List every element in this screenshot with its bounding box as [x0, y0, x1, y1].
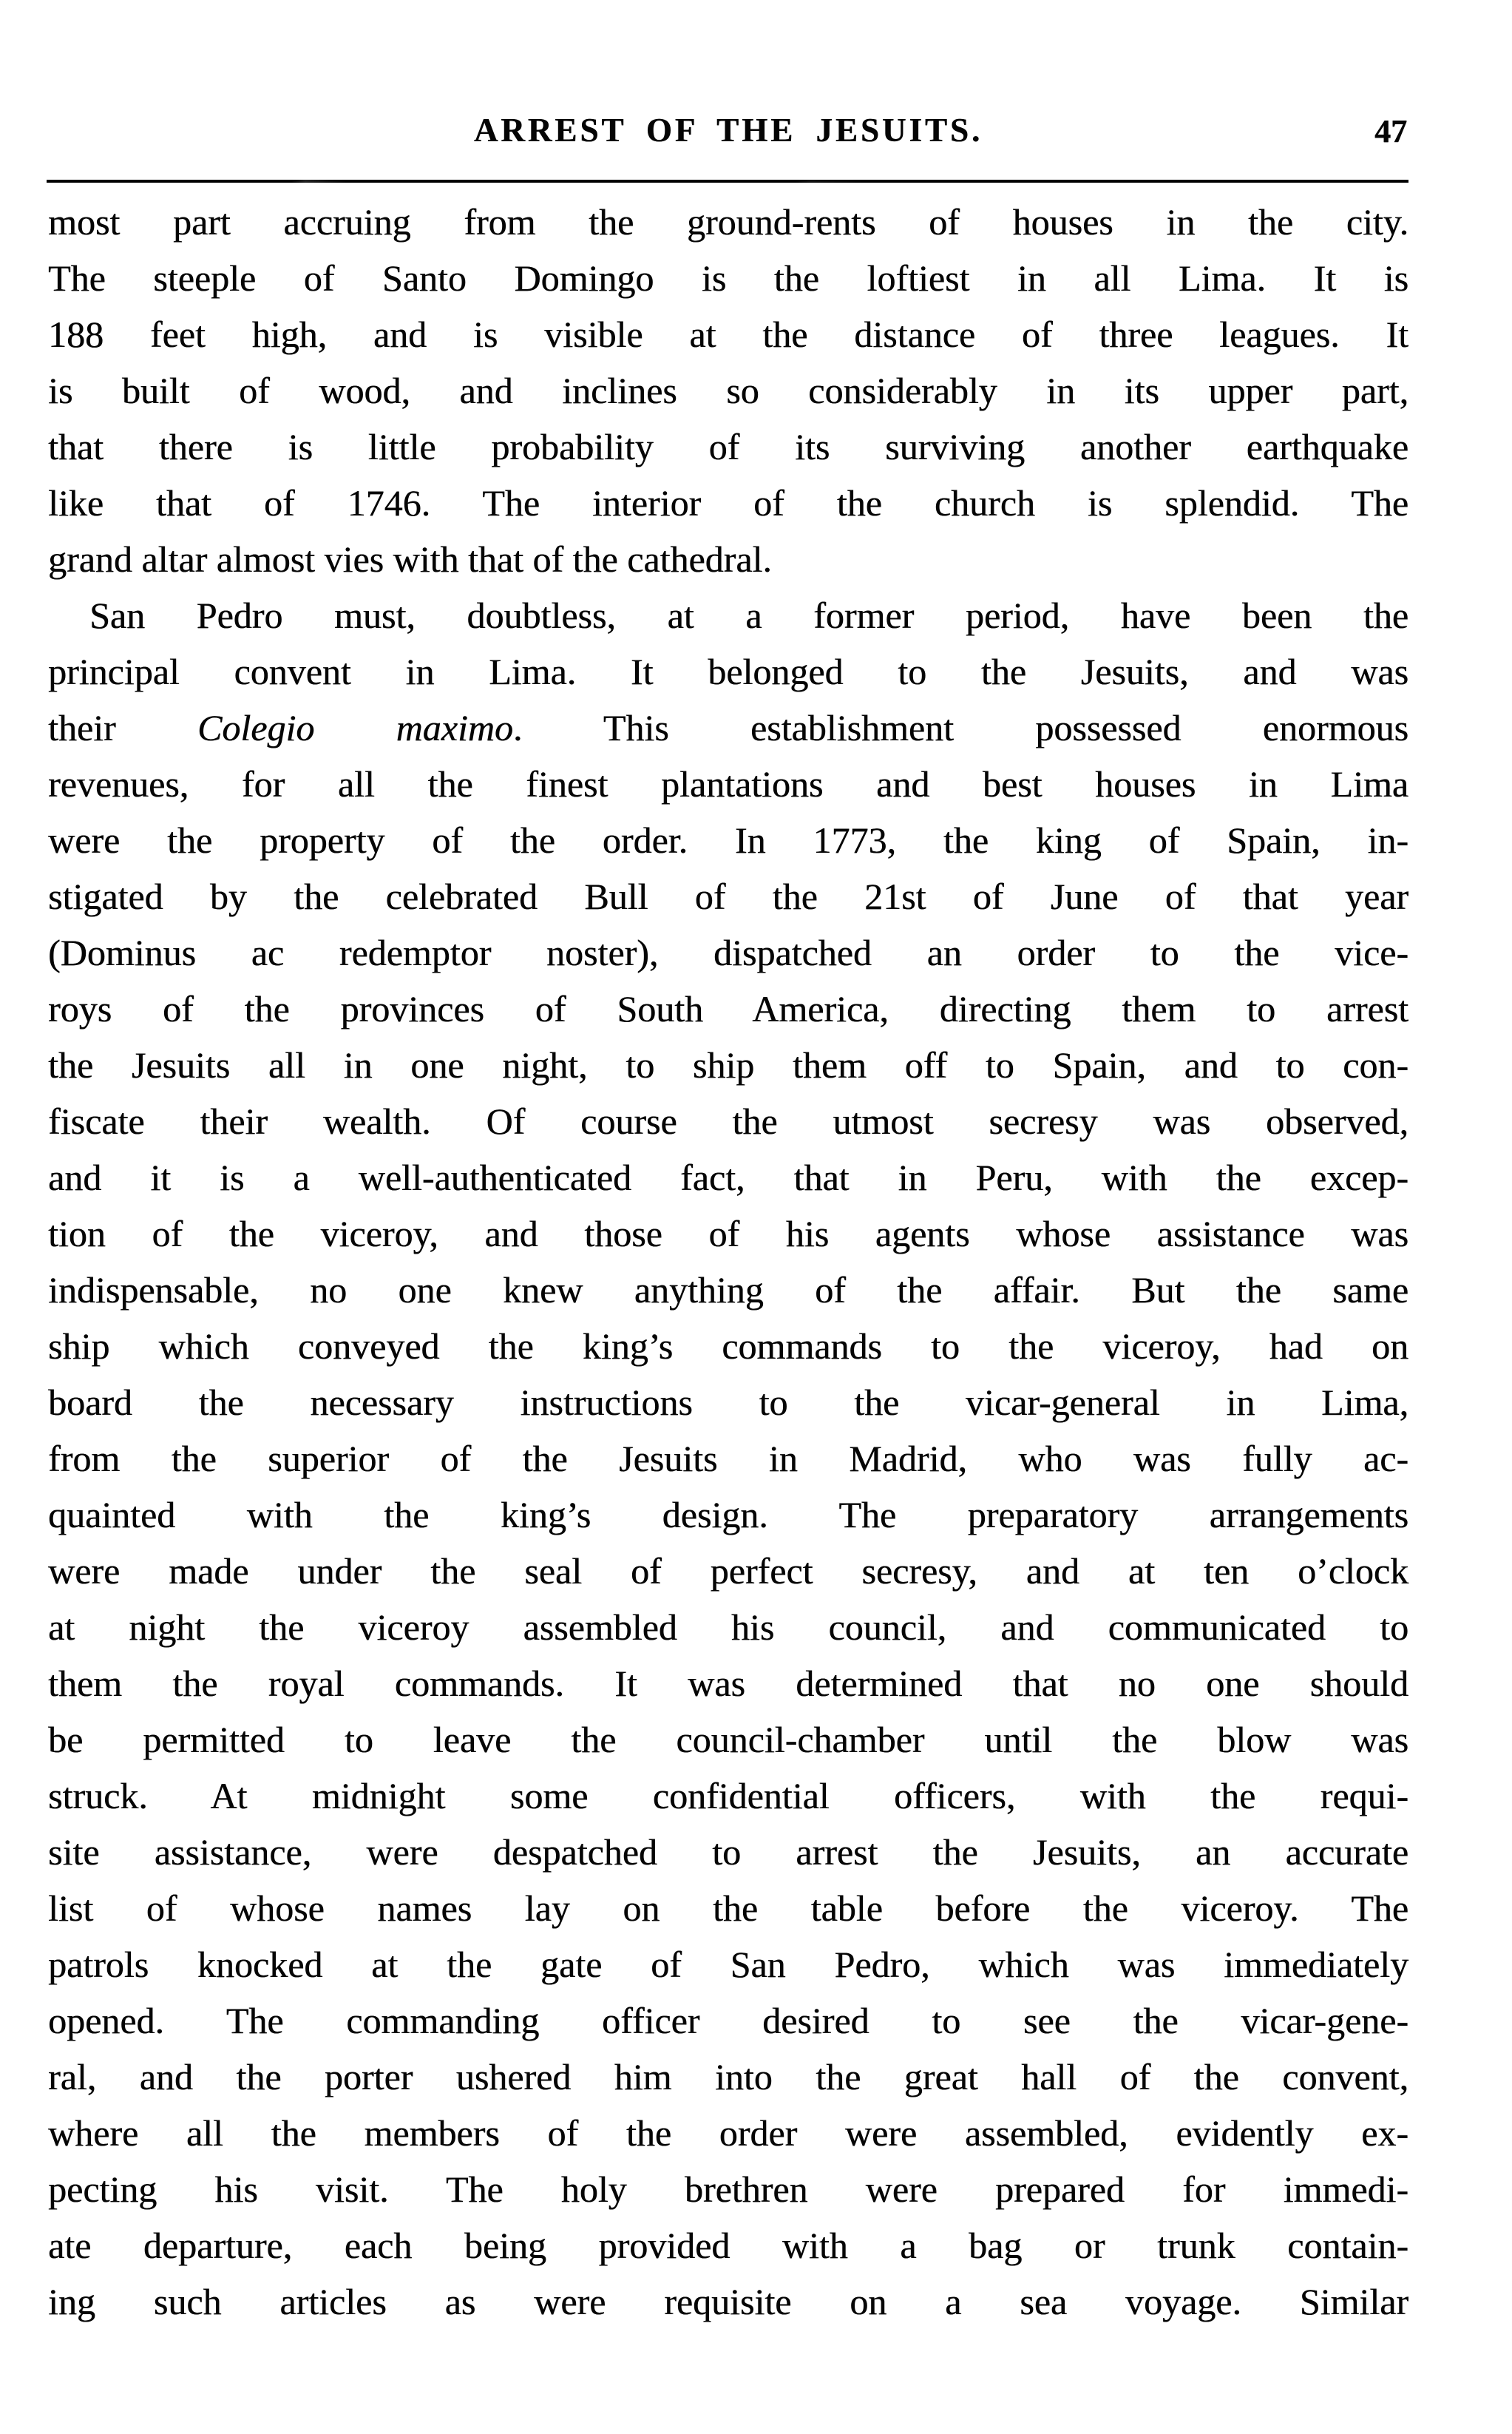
text-segment: list of whose names lay on the table before the viceroy. The: [48, 1887, 1408, 1929]
text-line: [48, 756, 1408, 812]
text-segment: board the necessary instructions to the vicar-general in Lima,: [48, 1382, 1408, 1423]
text-line: [48, 2161, 1408, 2217]
text-segment: ship which conveyed the king’s commands to the viceroy, had on: [48, 1325, 1408, 1367]
text-line: [48, 812, 1408, 868]
text-segment: San Pedro must, doubtless, at a former period, have been the: [89, 595, 1408, 636]
text-segment: ral, and the porter ushered him into the great hall of the convent,: [48, 2056, 1408, 2097]
text-segment: site assistance, were despatched to arrest the Jesuits, an accurate: [48, 1831, 1408, 1873]
text-segment: their: [48, 707, 197, 748]
text-segment: principal convent in Lima. It belonged to the Jesuits, and was: [48, 651, 1408, 692]
text-line: [48, 475, 1408, 531]
text-line: [48, 868, 1408, 924]
text-line: [48, 643, 1408, 700]
text-line: [48, 306, 1408, 362]
text-block: [48, 194, 1408, 2330]
text-segment: like that of 1746. The interior of the church is splendid. The: [48, 482, 1408, 524]
text-segment: opened. The commanding officer desired to see the vicar-gene-: [48, 2000, 1408, 2041]
text-segment: 188 feet high, and is visible at the distance of three leagues. It: [48, 314, 1408, 355]
page-header: [48, 111, 1408, 155]
text-line: [48, 1936, 1408, 1992]
text-line: [48, 1149, 1408, 1206]
text-line: [48, 1262, 1408, 1318]
text-segment: pecting his visit. The holy brethren were prepared for immedi-: [48, 2168, 1408, 2210]
text-segment: at night the viceroy assembled his council, and communicated to: [48, 1606, 1408, 1648]
text-line: [48, 1093, 1408, 1149]
text-segment: were the property of the order. In 1773, the king of Spain, in-: [48, 819, 1408, 861]
text-line: [48, 2274, 1408, 2330]
text-line: [48, 1543, 1408, 1599]
text-segment: be permitted to leave the council-chamber until the blow was: [48, 1719, 1408, 1760]
text-line: [48, 1768, 1408, 1824]
text-line: [48, 1430, 1408, 1487]
text-line: [48, 194, 1408, 250]
text-segment: . This establishment possessed enormous: [512, 707, 1408, 748]
text-line: [48, 1206, 1408, 1262]
text-segment: (Dominus ac redemptor noster), dispatched an order to the vice-: [48, 932, 1408, 973]
text-segment: that there is little probability of its surviving another earthquake: [48, 426, 1408, 467]
text-segment: patrols knocked at the gate of San Pedro, which was immediately: [48, 1944, 1408, 1985]
text-segment: ing such articles as were requisite on a sea voyage. Similar: [48, 2281, 1408, 2322]
running-title: ARREST OF THE JESUITS.: [473, 112, 983, 149]
italic-phrase: Colegio maximo: [197, 707, 513, 748]
text-segment: quainted with the king’s design. The preparatory arrangements: [48, 1494, 1408, 1535]
text-segment: tion of the viceroy, and those of his agents whose assistance was: [48, 1213, 1408, 1254]
text-line: [48, 700, 1408, 756]
text-line: [48, 531, 1408, 587]
text-segment: revenues, for all the finest plantations and best houses in Lima: [48, 763, 1408, 805]
text-segment: the Jesuits all in one night, to ship them off to Spain, and to con-: [48, 1044, 1408, 1086]
text-line: [48, 1824, 1408, 1880]
text-segment: indispensable, no one knew anything of the affair. But the same: [48, 1269, 1408, 1311]
text-line: [48, 924, 1408, 981]
text-line: [48, 2105, 1408, 2161]
text-segment: grand altar almost vies with that of the cathedral.: [48, 538, 772, 580]
text-segment: ate departure, each being provided with a bag or trunk contain-: [48, 2225, 1408, 2266]
text-segment: struck. At midnight some confidential officers, with the requi-: [48, 1775, 1408, 1816]
text-line: [48, 250, 1408, 306]
text-segment: where all the members of the order were assembled, evidently ex-: [48, 2112, 1408, 2154]
text-line: [48, 2217, 1408, 2274]
text-line: [48, 1374, 1408, 1430]
header-rule-divider: [47, 180, 1408, 183]
text-segment: roys of the provinces of South America, directing them to arrest: [48, 988, 1408, 1030]
text-line: [48, 1880, 1408, 1936]
text-segment: stigated by the celebrated Bull of the 21st of June of that year: [48, 876, 1408, 917]
text-line: [48, 1992, 1408, 2049]
page-number: 47: [1374, 113, 1407, 149]
text-line: [48, 1318, 1408, 1374]
text-segment: is built of wood, and inclines so considerably in its upper part,: [48, 370, 1408, 411]
text-line: [48, 1487, 1408, 1543]
text-line: [48, 362, 1408, 419]
text-line: [48, 1599, 1408, 1655]
text-segment: most part accruing from the ground-rents of houses in the city.: [48, 201, 1408, 243]
text-line: [48, 419, 1408, 475]
text-line: [48, 2049, 1408, 2105]
text-segment: were made under the seal of perfect secresy, and at ten o’clock: [48, 1550, 1408, 1592]
text-line: [48, 1711, 1408, 1768]
text-line: [48, 1037, 1408, 1093]
text-segment: them the royal commands. It was determined that no one should: [48, 1663, 1408, 1704]
text-line: [48, 587, 1408, 643]
text-line: [48, 981, 1408, 1037]
text-segment: from the superior of the Jesuits in Madrid, who was fully ac-: [48, 1438, 1408, 1479]
text-segment: and it is a well-authenticated fact, that in Peru, with the excep-: [48, 1157, 1408, 1198]
text-segment: The steeple of Santo Domingo is the loftiest in all Lima. It is: [48, 257, 1408, 299]
text-line: [48, 1655, 1408, 1711]
text-segment: fiscate their wealth. Of course the utmost secresy was observed,: [48, 1101, 1408, 1142]
